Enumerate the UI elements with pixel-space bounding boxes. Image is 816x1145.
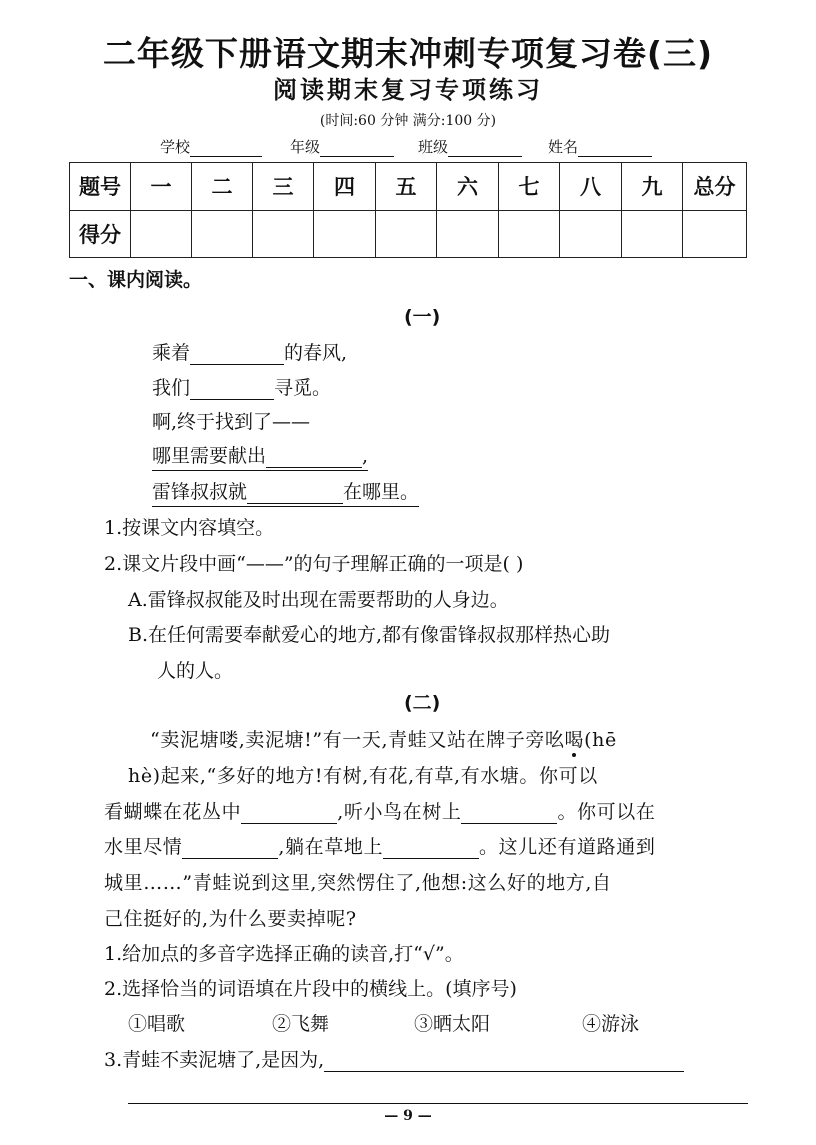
- passage-line-6: 己住挺好的,为什么要卖掉呢?: [104, 908, 357, 930]
- score-table-score-row: [70, 210, 747, 258]
- question-2-3: [104, 1045, 684, 1072]
- option-b-continued: 人的人。: [157, 660, 234, 682]
- score-cell[interactable]: [683, 210, 747, 258]
- score-header-cell: 九: [622, 163, 683, 211]
- question-2-2: 2.选择恰当的词语填在片段中的横线上。(填序号): [104, 978, 517, 1000]
- score-header-cell: 题号: [70, 163, 131, 211]
- poem-text: 的春风,: [284, 342, 348, 364]
- dotted-character: 喝: [564, 729, 585, 751]
- score-cell[interactable]: [560, 210, 622, 258]
- passage-line-1: [150, 725, 617, 752]
- score-table-header-row: [70, 163, 747, 211]
- score-header-cell: 总分: [683, 163, 747, 211]
- fill-blank[interactable]: [266, 445, 362, 468]
- poem-text: 寻觅。: [274, 377, 332, 399]
- poem-line-2: [152, 373, 331, 400]
- option-a[interactable]: A.雷锋叔叔能及时出现在需要帮助的人身边。: [128, 589, 509, 611]
- passage-text: 。这儿还有道路通到: [479, 836, 656, 858]
- passage-text: 。你可以在: [557, 801, 656, 823]
- class-blank[interactable]: [448, 141, 522, 157]
- poem-text: 我们: [152, 377, 191, 399]
- poem-text: 乘着: [152, 342, 191, 364]
- choice-4: ④游泳: [582, 1013, 640, 1035]
- poem-line-5-underlined: [152, 477, 419, 507]
- exam-subtitle: 阅读期末复习专项练习: [273, 75, 543, 104]
- score-header-cell: 七: [499, 163, 560, 211]
- passage-line-4: [104, 832, 655, 859]
- choice-2: ②飞舞: [272, 1013, 330, 1035]
- grade-blank[interactable]: [320, 141, 394, 157]
- poem-line-1: [152, 338, 347, 365]
- part2-heading: (二): [404, 692, 441, 714]
- fill-blank[interactable]: [182, 836, 278, 859]
- poem-text: 哪里需要献出: [152, 445, 267, 467]
- fill-blank[interactable]: [461, 801, 557, 824]
- question-1: 1.按课文内容填空。: [104, 517, 275, 539]
- score-cell[interactable]: [622, 210, 683, 258]
- class-label: 班级: [418, 138, 449, 156]
- score-cell[interactable]: [131, 210, 192, 258]
- score-table: [69, 162, 747, 258]
- grade-label: 年级: [290, 138, 321, 156]
- fill-blank[interactable]: [190, 377, 274, 400]
- poem-line-4-underlined: [152, 441, 368, 471]
- score-header-cell: 三: [253, 163, 314, 211]
- poem-line-3: [152, 407, 310, 434]
- pinyin-option-he1[interactable]: (hē: [584, 729, 617, 751]
- score-header-cell: 八: [560, 163, 622, 211]
- question-text: 3.青蛙不卖泥塘了,是因为,: [104, 1049, 325, 1071]
- class-field: [418, 136, 522, 157]
- passage-text: ,听小鸟在树上: [337, 801, 462, 823]
- fill-blank[interactable]: [190, 342, 284, 365]
- part1-heading: (一): [404, 306, 441, 328]
- page-number: — 9 —: [384, 1108, 432, 1124]
- choice-3: ③晒太阳: [414, 1013, 491, 1035]
- score-row-label: 得分: [70, 210, 131, 258]
- fill-blank[interactable]: [241, 801, 337, 824]
- passage-line-5: 城里……”青蛙说到这里,突然愣住了,他想:这么好的地方,自: [104, 872, 612, 894]
- question-2-1: 1.给加点的多音字选择正确的读音,打“√”。: [104, 943, 464, 965]
- poem-text: 啊,终于找到了——: [152, 411, 311, 433]
- score-cell[interactable]: [499, 210, 560, 258]
- score-cell[interactable]: [253, 210, 314, 258]
- score-header-cell: 六: [437, 163, 499, 211]
- answer-line[interactable]: [324, 1049, 684, 1072]
- poem-text: ,: [362, 445, 369, 467]
- section-heading: 一、课内阅读。: [69, 269, 203, 291]
- score-cell[interactable]: [376, 210, 437, 258]
- score-header-cell: 五: [376, 163, 437, 211]
- passage-text: 水里尽情: [104, 836, 183, 858]
- time-note: (时间:60 分钟 满分:100 分): [319, 113, 497, 129]
- score-cell[interactable]: [192, 210, 253, 258]
- poem-text: 在哪里。: [343, 481, 420, 503]
- passage-text: 看蝴蝶在花丛中: [104, 801, 242, 823]
- exam-title: 二年级下册语文期末冲刺专项复习卷(三): [102, 34, 714, 73]
- question-2: 2.课文片段中画“——”的句子理解正确的一项是( ): [104, 553, 524, 575]
- fill-blank[interactable]: [383, 836, 479, 859]
- school-field: [160, 136, 262, 157]
- poem-text: 雷锋叔叔就: [152, 481, 248, 503]
- option-b[interactable]: B.在任何需要奉献爱心的地方,都有像雷锋叔叔那样热心助: [128, 624, 611, 646]
- passage-text: “卖泥塘喽,卖泥塘!”有一天,青蛙又站在牌子旁吆: [150, 729, 565, 751]
- score-cell[interactable]: [314, 210, 376, 258]
- choice-1: ①唱歌: [128, 1013, 186, 1035]
- grade-field: [290, 136, 394, 157]
- score-cell[interactable]: [437, 210, 499, 258]
- passage-line-2: hè)起来,“多好的地方!有树,有花,有草,有水塘。你可以: [128, 765, 598, 787]
- passage-text: ,躺在草地上: [278, 836, 384, 858]
- school-label: 学校: [160, 138, 191, 156]
- fill-blank[interactable]: [247, 481, 343, 504]
- score-header-cell: 一: [131, 163, 192, 211]
- name-blank[interactable]: [578, 141, 652, 157]
- passage-line-3: [104, 797, 655, 824]
- name-label: 姓名: [548, 138, 579, 156]
- footer-divider: [128, 1103, 748, 1104]
- school-blank[interactable]: [190, 141, 262, 157]
- name-field: [548, 136, 652, 157]
- score-header-cell: 四: [314, 163, 376, 211]
- score-header-cell: 二: [192, 163, 253, 211]
